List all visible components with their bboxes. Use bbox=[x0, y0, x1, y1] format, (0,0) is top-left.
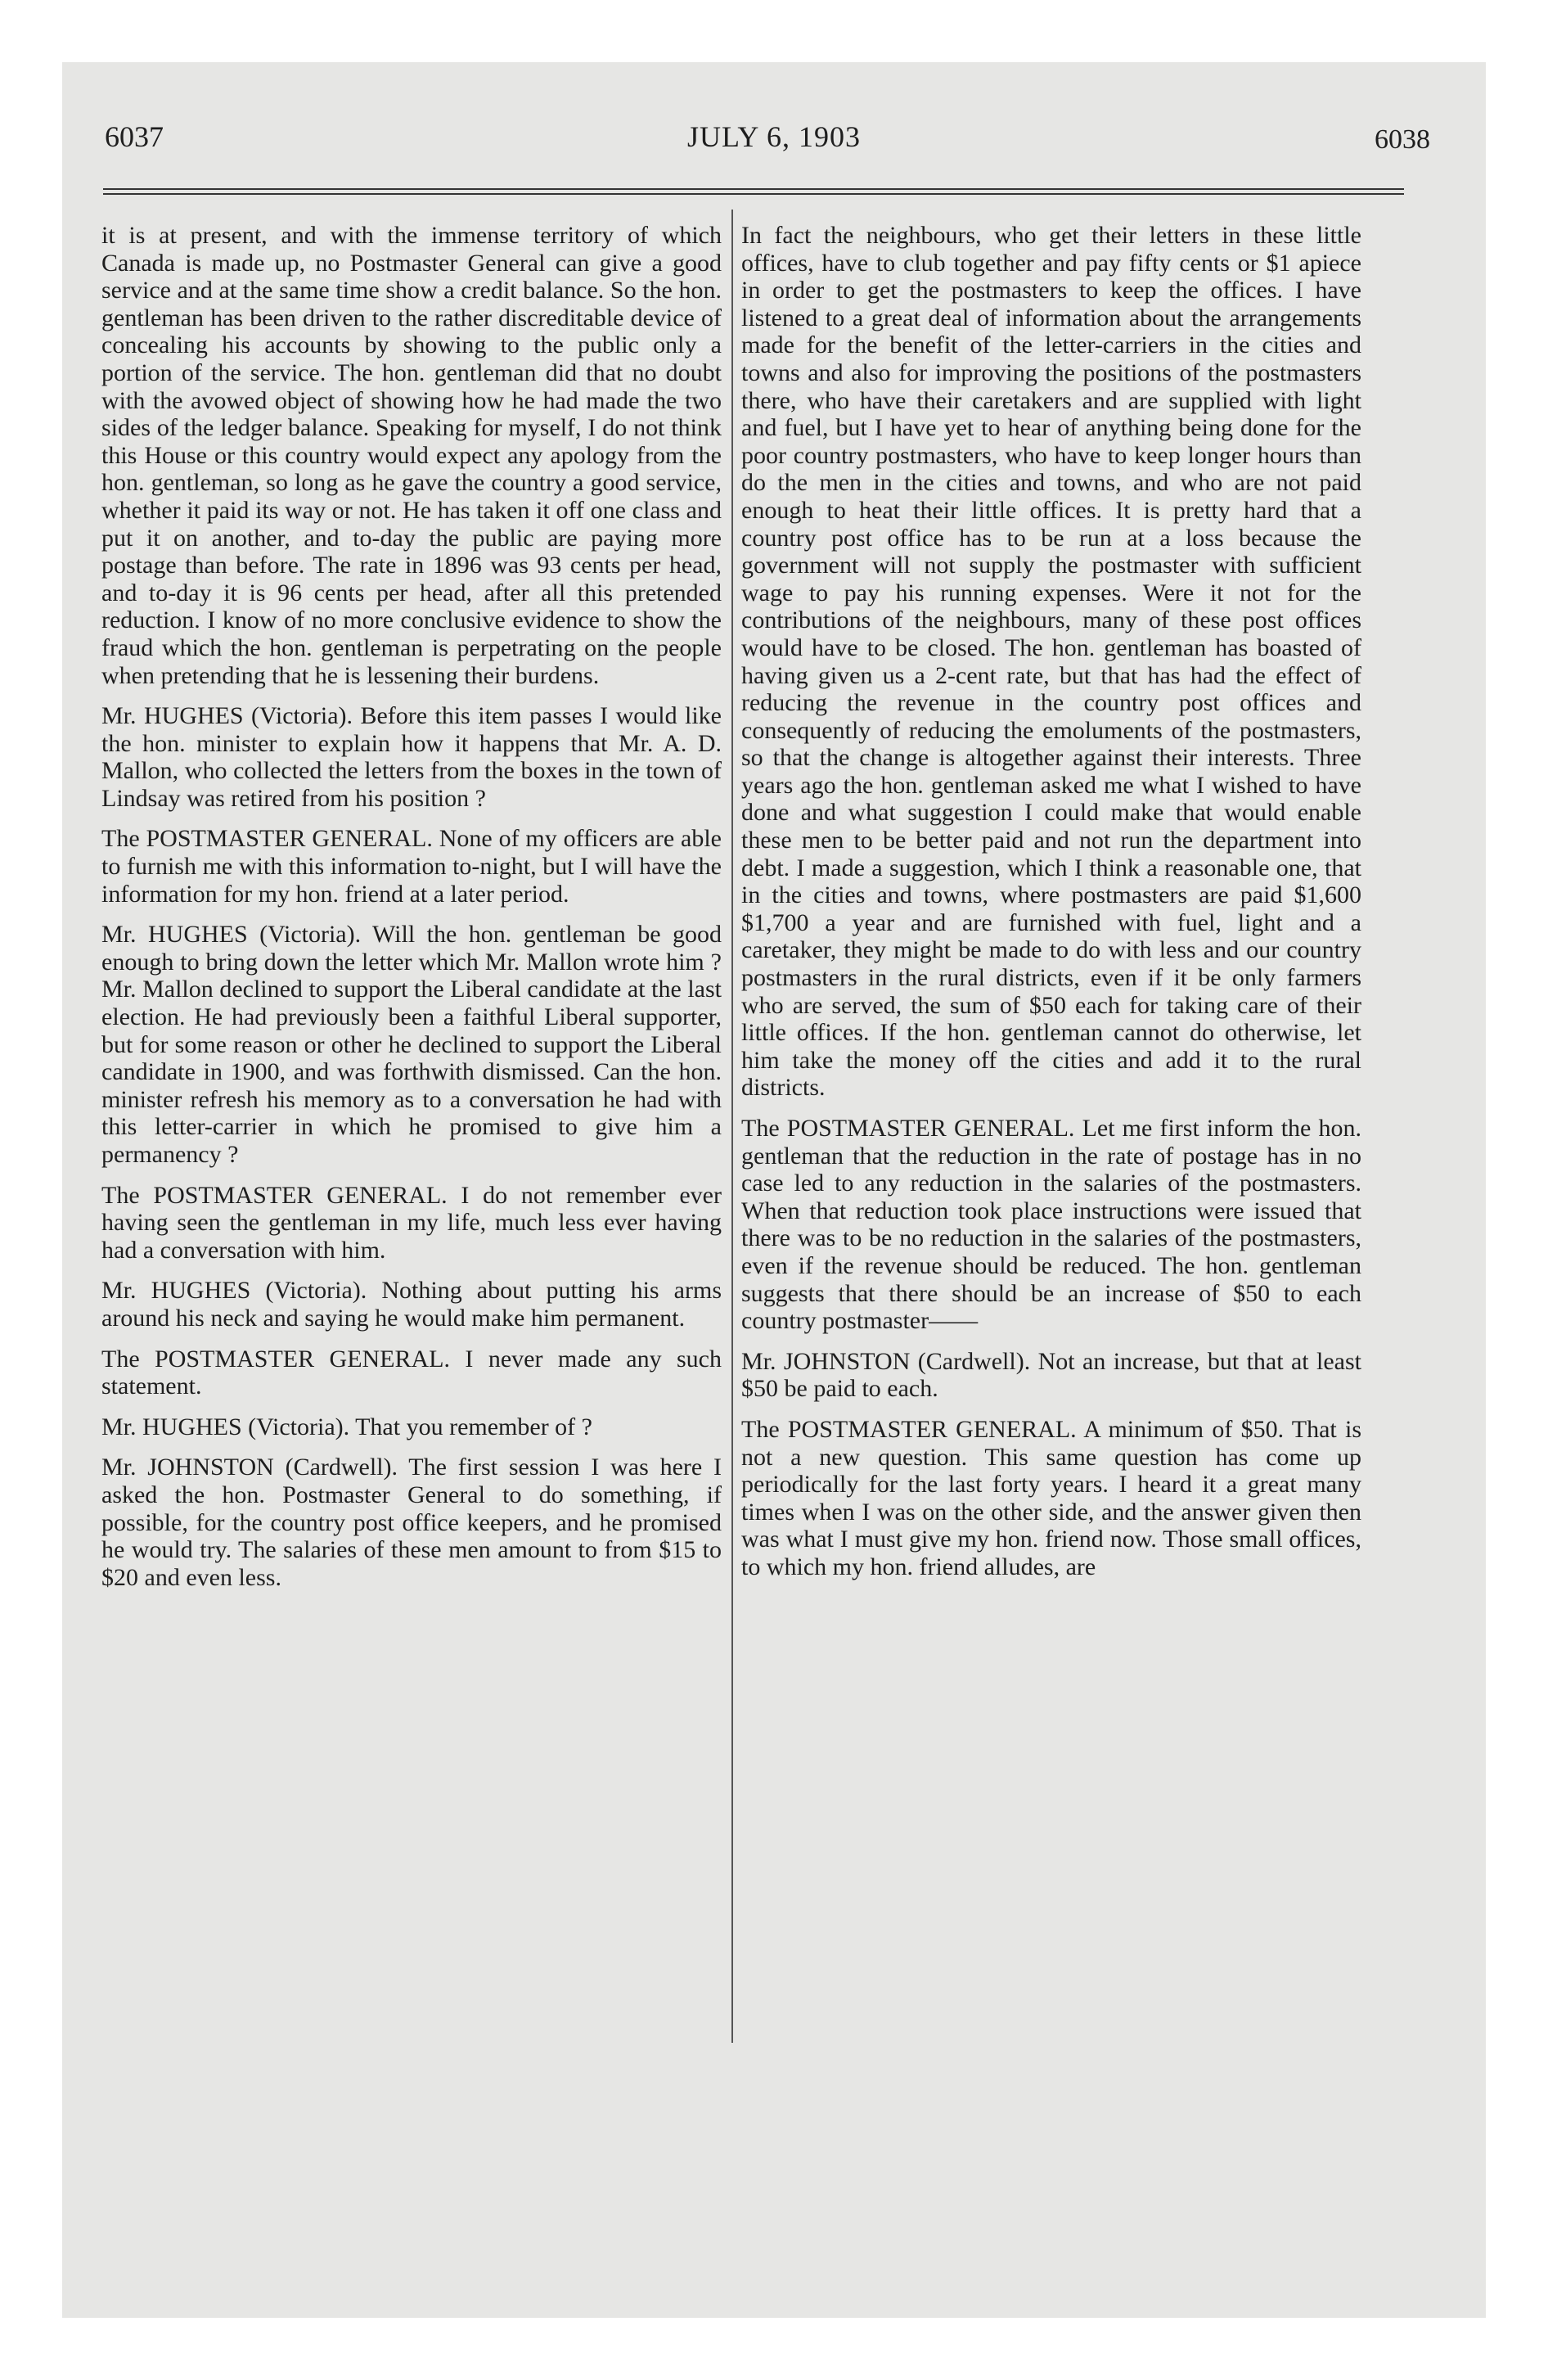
left-column bbox=[101, 222, 722, 1604]
paragraph: Mr. JOHNSTON (Cardwell). Not an increase, but that at least $50 be paid to each. bbox=[741, 1347, 1361, 1403]
right-column bbox=[741, 222, 1361, 1594]
column-divider bbox=[731, 210, 733, 2043]
paragraph: The POSTMASTER GENERAL. I do not remember ever having seen the gentleman in my life, much less ever having had a conversation with him. bbox=[101, 1181, 722, 1264]
paragraph: it is at present, and with the immense territory of which Canada is made up, no Postmaster General can give a good service and at the same time show a credit balance. So the hon. gentleman has been driven to the rather discreditable device of concealing his accounts by showing to the public only a portion of the service. The hon. gentleman did that no doubt with the avowed object of showing how he had made the two sides of the ledger balance. Speaking for myself, I do not think this House or this country would expect any apology from the hon. gentleman, so long as he gave the country a good service, whether it paid its way or not. He has taken it off one class and put it on another, and to-day the public are paying more postage than before. The rate in 1896 was 93 cents per head, and to-day it is 96 cents per head, after all this pretended reduction. I know of no more conclusive evidence to show the fraud which the hon. gentleman is perpetrating on the people when pretending that he is lessening their burdens. bbox=[101, 222, 722, 689]
page-header bbox=[62, 62, 1486, 193]
header-rule bbox=[103, 188, 1404, 190]
header-rule-second bbox=[103, 193, 1404, 195]
page-date-title: JULY 6, 1903 bbox=[686, 120, 862, 153]
hansard-page bbox=[62, 62, 1486, 2318]
paragraph: In fact the neighbours, who get their letters in these little offices, have to club together and pay fifty cents or $1 apiece in order to get the postmasters to keep the offices. I have listened to a great deal of information about the arrangements made for the benefit of the letter-carriers in the cities and towns and also for improving the positions of the postmasters there, who have their caretakers and are supplied with light and fuel, but I have yet to hear of anything being done for the poor country postmasters, who have to keep longer hours than do the men in the cities and towns, and who are not paid enough to heat their little offices. It is pretty hard that a country post office has to be run at a loss because the government will not supply the postmaster with sufficient wage to pay his running expenses. Were it not for the contributions of the neighbours, many of these post offices would have to be closed. The hon. gentleman has boasted of having given us a 2-cent rate, but that has had the effect of reducing the revenue in the country post offices and consequently of reducing the emoluments of the postmasters, so that the change is altogether against their interests. Three years ago the hon. gentleman asked me what I wished to have done and what suggestion I could make that would enable these men to be better paid and not run the department into debt. I made a suggestion, which I think a reasonable one, that in the cities and towns, where postmasters are paid $1,600 $1,700 a year and are furnished with fuel, light and a caretaker, they might be made to do with less and our country postmasters in the rural districts, even if it be only farmers who are served, the sum of $50 each for taking care of their little offices. If the hon. gentleman cannot do otherwise, let him take the money off the cities and add it to the rural districts. bbox=[741, 222, 1361, 1102]
paragraph: Mr. HUGHES (Victoria). That you remember of ? bbox=[101, 1413, 592, 1440]
paragraph: Mr. HUGHES (Victoria). Will the hon. gentleman be good enough to bring down the letter which Mr. Mallon wrote him ? Mr. Mallon declined to support the Liberal candidate at the last election. He had previously been a faithful Liberal supporter, but for some reason or other he declined to support the Liberal candidate in 1900, and was forthwith dismissed. Can the hon. minister refresh his memory as to a conversation he had with this letter-carrier in which he promised to give him a permanency ? bbox=[101, 921, 722, 1168]
left-page-number: 6037 bbox=[105, 120, 164, 153]
paragraph: Mr. HUGHES (Victoria). Before this item passes I would like the hon. minister to explain how it happens that Mr. A. D. Mallon, who collected the letters from the boxes in the town of Lindsay was retired from his position ? bbox=[101, 702, 722, 812]
paragraph: The POSTMASTER GENERAL. Let me first inform the hon. gentleman that the reduction in the rate of postage has in no case led to any reduction in the salaries of the postmasters. When that reduction took place instructions were issued that there was to be no reduction in the salaries of the postmasters, even if the revenue should be reduced. The hon. gentleman suggests that there should be an increase of $50 to each country postmaster—— bbox=[741, 1115, 1361, 1335]
right-page-number: 6038 bbox=[1375, 124, 1430, 155]
paragraph: Mr. HUGHES (Victoria). Nothing about putting his arms around his neck and saying he would make him permanent. bbox=[101, 1277, 722, 1332]
paragraph: Mr. JOHNSTON (Cardwell). The first session I was here I asked the hon. Postmaster General to do something, if possible, for the country post office keepers, and he promised he would try. The salaries of these men amount to from $15 to $20 and even less. bbox=[101, 1454, 722, 1591]
paragraph: The POSTMASTER GENERAL. A minimum of $50. That is not a new question. This same question has come up periodically for the last forty years. I heard it a great many times when I was on the other side, and the answer given then was what I must give my hon. friend now. Those small offices, to which my hon. friend alludes, are bbox=[741, 1415, 1361, 1580]
paragraph: The POSTMASTER GENERAL. I never made any such statement. bbox=[101, 1345, 722, 1400]
paragraph: The POSTMASTER GENERAL. None of my officers are able to furnish me with this information to-night, but I will have the information for my hon. friend at a later period. bbox=[101, 825, 722, 908]
